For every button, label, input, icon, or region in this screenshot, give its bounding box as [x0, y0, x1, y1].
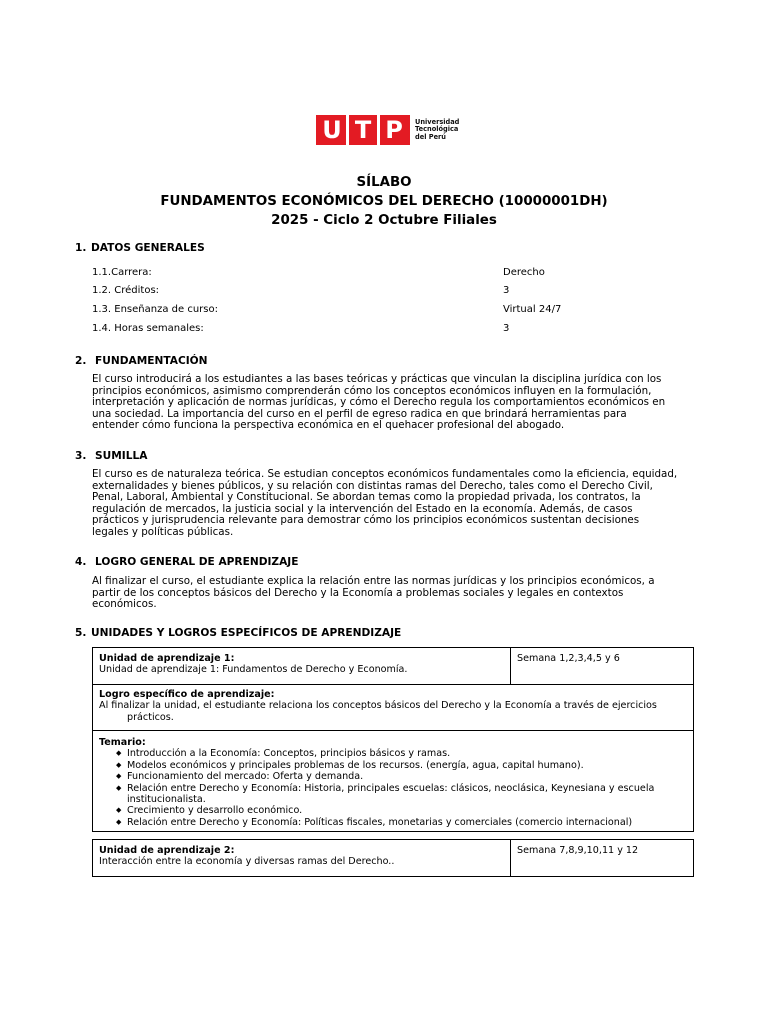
unit2-weeks-cell: Semana 7,8,9,10,11 y 12 [517, 845, 639, 856]
list-item: ◆ Funcionamiento del mercado: Oferta y demanda. [127, 771, 687, 782]
unit2-title-cell: Unidad de aprendizaje 2: Interacción entre la economía y diversas ramas del Derecho.. [93, 840, 511, 876]
section-fundamentacion: 2. FUNDAMENTACIÓN [75, 355, 208, 367]
fundamentacion-text: El curso introducirá a los estudiantes a las bases teóricas y prácticas que vinculan la disciplina jurídica con los principios económicos, asimismo comprenderán cómo los conceptos económicos influyen en la formulación, interpretación y aplicación de normas jurídicas, y cómo el Derecho regula los comportamientos económicos en una sociedad. La importancia del curso en el perfil de egreso radica en que brindará herramientas para entender cómo funciona la perspectiva económica en el quehacer profesional del abogado. [92, 373, 666, 432]
logo-letter-t: T [354, 116, 372, 144]
unit1-header-row [92, 647, 694, 685]
logo-mark [316, 115, 410, 145]
general-row-carrera: 1.1.Carrera: Derecho [92, 267, 545, 278]
general-row-creditos: 1.2. Créditos: 3 [92, 285, 510, 296]
unit1-title-cell: Unidad de aprendizaje 1: Unidad de aprendizaje 1: Fundamentos de Derecho y Economía. [93, 648, 511, 684]
general-row-ensenanza: 1.3. Enseñanza de curso: Virtual 24/7 [92, 304, 562, 315]
section-datos-generales: 1. DATOS GENERALES [75, 242, 205, 254]
list-item: ◆ Introducción a la Economía: Conceptos, principios básicos y ramas. [127, 748, 687, 759]
unit1-logro-row: Logro específico de aprendizaje: Al finalizar la unidad, el estudiante relaciona los conceptos básicos del Derecho y la Economía a través de ejercicios prácticos. [92, 684, 694, 731]
unit1-weeks-cell: Semana 1,2,3,4,5 y 6 [517, 653, 620, 664]
list-item: ◆ Crecimiento y desarrollo económico. [127, 805, 687, 816]
list-item: ◆ Modelos económicos y principales problemas de los recursos. (energía, agua, capital humano). [127, 760, 687, 771]
document-title [0, 173, 768, 230]
logo-wordmark: Universidad Tecnológica del Perú [415, 117, 460, 141]
title-silabo: SÍLABO [356, 175, 412, 190]
logo-letter-u: U [322, 116, 342, 144]
section-logro-general: 4. LOGRO GENERAL DE APRENDIZAJE [75, 556, 299, 568]
list-item: ◆ Relación entre Derecho y Economía: Políticas fiscales, monetarias y comerciales (comercio internacional) [127, 817, 687, 828]
sumilla-text: El curso es de naturaleza teórica. Se estudian conceptos económicos fundamentales como la eficiencia, equidad, externalidades y bienes públicos, y su relación con distintas ramas del Derecho, tales como el Derecho Civil, Penal, Laboral, Ambiental y Constitucional. Se abordan temas como la propiedad privada, los contratos, la regulación de mercados, la justicia social y la intervención del Estado en la economía. Además, de casos prácticos y jurisprudencia relevante para demostrar cómo los principios económicos sustentan decisiones legales y políticas públicas. [92, 468, 678, 538]
temario-list [99, 748, 687, 828]
title-course: FUNDAMENTOS ECONÓMICOS DEL DERECHO (10000001DH) [160, 194, 608, 209]
logro-general-text: Al finalizar el curso, el estudiante explica la relación entre las normas jurídicas y los principios económicos, a partir de los conceptos básicos del Derecho y la Economía a problemas sociales y legales en contextos económicos. [92, 575, 655, 611]
title-cycle: 2025 - Ciclo 2 Octubre Filiales [271, 213, 497, 228]
general-row-horas: 1.4. Horas semanales: 3 [92, 323, 510, 334]
list-item: ◆ Relación entre Derecho y Economía: Historia, principales escuelas: clásicos, neoclásica, Keynesiana y escuela institucionalista. [127, 783, 687, 806]
unit1-temario-row: Temario: ◆ Introducción a la Economía: Conceptos, principios básicos y ramas. ◆ Modelos económicos y principales problemas de los recursos. (energía, agua, capital humano). ◆ Funcionamiento del mercado: Oferta y demanda. ◆ Relación entre Derecho y Economía: Historia, principales escuelas: clásicos, neoclásica, Keynesiana y escuela institucionalista. ◆ Crecimiento y desarrollo económico. ◆ Relación entre Derecho y Economía: Políticas fiscales, monetarias y comerciales (comercio internacional) [92, 730, 694, 832]
utp-logo [316, 115, 459, 145]
section-sumilla: 3. SUMILLA [75, 450, 148, 462]
unit2-header-row [92, 839, 694, 877]
section-unidades: 5. UNIDADES Y LOGROS ESPECÍFICOS DE APRENDIZAJE [75, 627, 402, 639]
logo-letter-p: P [385, 116, 403, 144]
